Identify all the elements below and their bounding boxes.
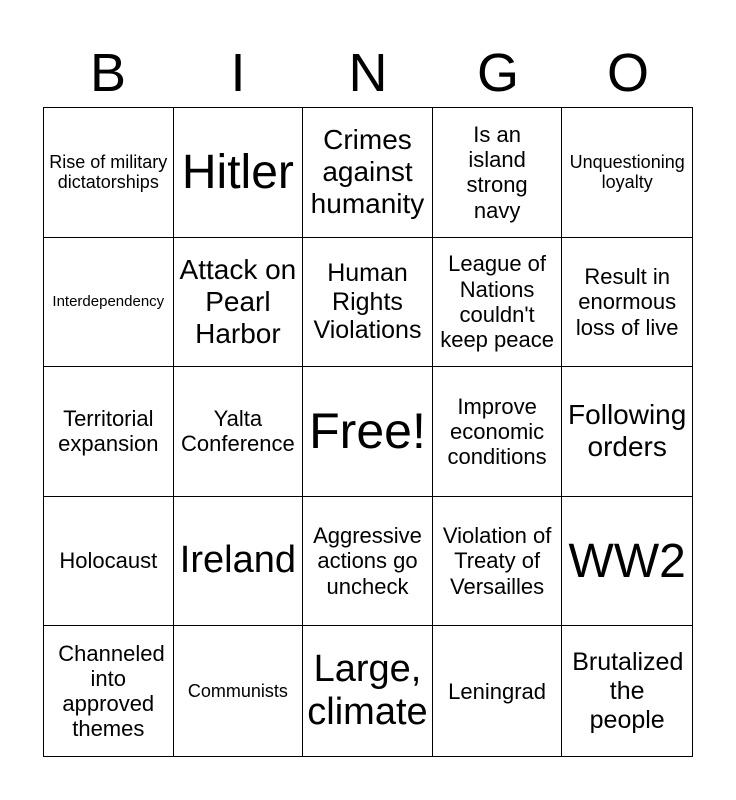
bingo-cell[interactable] [562,108,692,238]
bingo-cell-free[interactable] [303,367,433,497]
header-letter-o: O [606,43,649,103]
cell-label: Brutalized the people [572,648,684,734]
cell-label: Violation of Treaty of Versailles [442,523,552,599]
bingo-cell[interactable] [44,497,174,627]
bingo-cell[interactable] [433,238,563,368]
bingo-cell[interactable] [303,238,433,368]
cell-label: Improve economic conditions [447,393,547,470]
cell-label: Communists [187,680,288,701]
cell-label: Unquestioning loyalty [569,151,685,193]
cell-label: Channeled into approved themes [58,640,165,742]
bingo-cell[interactable] [174,497,304,627]
bingo-cell[interactable] [562,238,692,368]
bingo-cell[interactable] [562,497,692,627]
cell-label: Human Rights Violations [313,258,422,345]
cell-label: Ireland [179,539,296,582]
cell-label: WW2 [568,534,686,588]
cell-label: Leningrad [448,678,547,704]
cell-label: Large, climate [307,647,428,734]
cell-label: Is an island strong navy [466,121,528,223]
bingo-cell[interactable] [562,367,692,497]
bingo-cell[interactable] [433,626,563,756]
bingo-cell[interactable] [44,367,174,497]
bingo-cell[interactable] [303,626,433,756]
cell-label: Territorial expansion [58,406,159,457]
free-space-label: Free! [309,402,426,459]
bingo-cell[interactable] [44,626,174,756]
bingo-cell[interactable] [433,497,563,627]
bingo-header [43,40,693,106]
header-letter-i: I [230,43,246,103]
header-letter-g: G [476,43,519,103]
cell-label: Holocaust [59,548,158,574]
cell-label: Crimes against humanity [310,124,425,220]
header-letter-b: B [89,43,127,103]
bingo-cell[interactable] [174,367,304,497]
bingo-cell[interactable] [174,626,304,756]
cell-label: Rise of military dictatorships [49,151,168,193]
bingo-cell[interactable] [44,238,174,368]
bingo-cell[interactable] [433,367,563,497]
bingo-cell[interactable] [433,108,563,238]
bingo-board [43,107,693,757]
bingo-cell[interactable] [303,108,433,238]
header-letter-n: N [348,43,388,103]
bingo-cell[interactable] [303,497,433,627]
bingo-cell[interactable] [174,108,304,238]
cell-label: Aggressive actions go uncheck [313,523,422,599]
bingo-cell[interactable] [174,238,304,368]
cell-label: Attack on Pearl Harbor [179,253,297,349]
cell-label: Hitler [181,145,294,199]
cell-label: Interdependency [52,293,165,311]
cell-label: Yalta Conference [181,406,295,457]
bingo-cell[interactable] [562,626,692,756]
cell-label: Result in enormous loss of live [575,263,679,340]
cell-label: League of Nations couldn't keep peace [440,251,554,353]
bingo-cell[interactable] [44,108,174,238]
cell-label: Following orders [568,399,687,463]
